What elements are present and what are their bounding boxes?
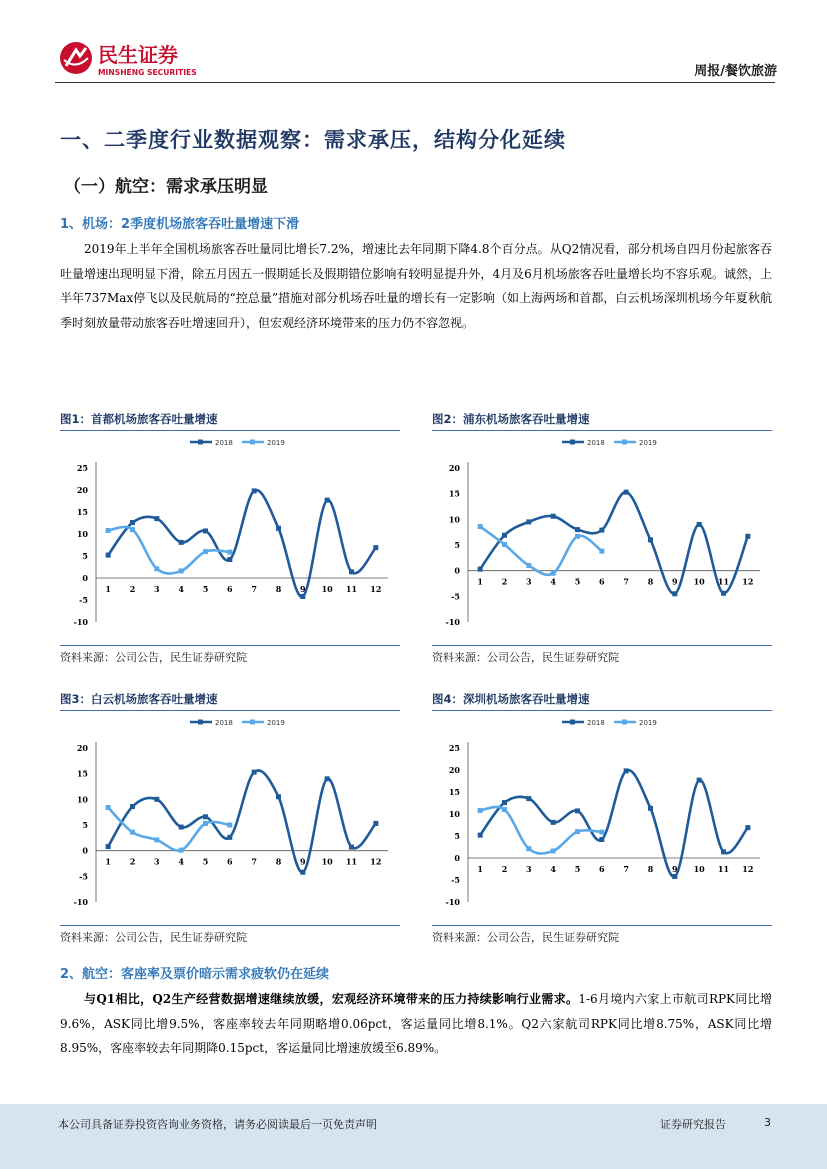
paragraph-airline-text: 1-6月境内六家上市航司RPK同比增9.6%，ASK同比增9.5%，客座率较去年同期略增0.06pct，客运量同比增8.1%。Q2六家航司RPK同比增8.75%，ASK同比增8.95%，客座率较去年同期降0.15pct，客运量同比增速放缓至6.89%。 [60,992,773,1055]
x-tick-label: 4 [550,864,556,874]
y-tick-label: -10 [445,897,460,907]
y-tick-label: 0 [82,573,88,583]
data-point-2019-5 [203,549,208,554]
legend-label-2018: 2018 [587,719,605,727]
data-point-2019-2 [130,527,135,532]
data-point-2018-3 [526,796,531,801]
x-tick-label: 7 [623,864,629,874]
x-tick-label: 12 [742,576,754,587]
y-tick-label: -5 [451,875,460,885]
data-point-2019-2 [502,542,507,547]
report-type: 周报/餐饮旅游 [694,64,777,79]
data-point-2018-4 [179,540,184,545]
data-point-2019-6 [227,823,232,828]
data-point-2018-2 [130,804,135,809]
fig1-rule [60,430,400,431]
heading-airline: 2、航空：客座率及票价暗示需求疲软仍在延续 [60,967,330,982]
y-tick-label: 0 [454,565,460,576]
logo-en: MINSHENG SECURITIES [98,68,197,77]
data-point-2018-8 [648,806,653,811]
data-point-2018-1 [478,833,483,838]
y-tick-label: 0 [454,853,460,863]
data-point-2018-9 [300,870,305,875]
x-tick-label: 3 [526,864,532,874]
data-point-2018-9 [672,874,677,879]
y-tick-label: 15 [76,507,88,517]
legend-label-2019: 2019 [639,439,657,447]
fig4-chart [432,712,772,932]
x-tick-label: 3 [526,576,532,587]
legend-label-2018: 2018 [215,719,233,727]
paragraph-airline [60,987,772,1061]
fig3-title: 图3：白云机场旅客吞吐量增速 [60,692,218,706]
series-line-2019 [480,807,602,854]
y-tick-label: 25 [76,463,88,473]
data-point-2018-11 [721,591,726,596]
header-divider [55,82,775,83]
x-tick-label: 10 [321,856,333,867]
x-tick-label: 6 [599,576,605,587]
legend-marker-2019 [622,440,627,445]
x-tick-label: 6 [227,584,233,594]
data-point-2018-11 [721,849,726,854]
fig3-bottom-rule [60,925,400,926]
data-point-2019-2 [502,807,507,812]
x-tick-label: 5 [574,576,581,587]
x-tick-label: 8 [647,576,654,587]
data-point-2018-9 [300,594,305,599]
x-tick-label: 10 [693,576,705,587]
y-tick-label: -5 [451,591,460,602]
data-point-2018-2 [130,520,135,525]
data-point-2018-3 [154,516,159,521]
data-point-2019-3 [526,846,531,851]
heading-airport: 1、机场：2季度机场旅客吞吐量增速下滑 [60,217,300,232]
y-tick-label: 10 [448,514,460,525]
paragraph-airport-text: 2019年上半年全国机场旅客吞吐量同比增长7.2%，增速比去年同期下降4.8个百分点。从Q2情况看，部分机场自四月份起旅客吞吐量增速出现明显下滑，除五月因五一假期延长及假期错位影响有较明显提升外，4月及6月机场旅客吞吐量增长均不容乐观。诚然，上半年737Max停飞以及民航局的“控总量”措施对部分机场吞吐量的增长有一定影响（如上海两场和首都，白云机场深圳机场今年夏秋航季时刻放量带动旅客吞吐增速回升），但宏观经济环境带来的压力仍不容忽视。 [60,242,772,330]
series-2018 [106,488,382,599]
x-tick-label: 1 [477,576,483,587]
page-footer [0,1104,827,1169]
x-tick-label: 11 [345,856,358,867]
data-point-2018-3 [526,519,531,524]
data-point-2019-5 [575,829,580,834]
legend-marker-2018 [570,720,575,725]
x-tick-label: 4 [178,584,184,594]
x-tick-label: 3 [154,584,160,594]
data-point-2019-1 [478,524,483,529]
x-tick-label: 4 [178,856,184,867]
data-point-2018-11 [349,569,354,574]
legend-marker-2019 [250,440,255,445]
fig1-source: 资料来源：公司公告，民生证券研究院 [60,651,247,664]
data-point-2018-8 [276,794,281,799]
y-tick-label: 15 [448,787,460,797]
fig4-title: 图4：深圳机场旅客吞吐量增速 [432,692,590,706]
x-tick-label: 8 [647,864,654,874]
data-point-2019-6 [599,549,604,554]
fig2-rule [432,430,772,431]
data-point-2018-1 [478,567,483,572]
x-tick-label: 9 [300,856,306,867]
series-line-2018 [480,492,748,594]
x-tick-label: 7 [623,576,629,587]
series-2018 [106,770,382,875]
legend-marker-2019 [622,720,627,725]
y-tick-label: -5 [79,871,88,882]
data-point-2018-1 [106,844,111,849]
chart-legend [562,719,657,727]
y-tick-label: 15 [76,768,88,779]
data-point-2018-6 [599,837,604,842]
fig2-source: 资料来源：公司公告，民生证券研究院 [432,651,619,664]
data-point-2018-5 [203,814,208,819]
x-tick-label: 10 [321,584,333,594]
section-title: 一、二季度行业数据观察：需求承压，结构分化延续 [60,128,566,152]
y-tick-label: 5 [82,820,88,830]
data-point-2018-6 [599,528,604,533]
data-point-2018-10 [697,778,702,783]
legend-marker-2018 [198,720,203,725]
y-tick-label: 20 [448,463,460,473]
x-axis [105,584,381,594]
data-point-2018-5 [203,528,208,533]
y-tick-label: 20 [76,743,88,753]
data-point-2019-5 [575,534,580,539]
data-point-2018-9 [672,591,677,596]
data-point-2019-3 [154,837,159,842]
footer-disclaimer: 本公司具备证券投资咨询业务资格，请务必阅读最后一页免责声明 [58,1118,377,1131]
legend-marker-2018 [570,440,575,445]
x-tick-label: 11 [717,576,730,587]
series-2019 [478,807,605,854]
y-tick-label: 10 [448,809,460,819]
series-line-2018 [480,770,748,877]
paragraph-airline-bold: 与Q1相比，Q2生产经营数据增速继续放缓，宏观经济环境带来的压力持续影响行业需求。 [84,992,579,1006]
fig2-bottom-rule [432,645,772,646]
x-tick-label: 9 [300,584,306,594]
data-point-2018-1 [106,553,111,558]
data-point-2019-3 [526,563,531,568]
data-point-2019-6 [227,550,232,555]
y-axis [74,743,89,907]
x-tick-label: 12 [370,584,382,594]
data-point-2018-2 [502,533,507,538]
subsection-title: （一）航空：需求承压明显 [64,177,268,197]
data-point-2019-4 [551,571,556,576]
data-point-2018-3 [154,797,159,802]
legend-marker-2019 [250,720,255,725]
series-2018 [478,490,754,597]
x-tick-label: 9 [672,864,678,874]
data-point-2019-1 [478,808,483,813]
data-point-2019-4 [179,568,184,573]
x-tick-label: 12 [742,864,754,874]
fig4-source: 资料来源：公司公告，民生证券研究院 [432,931,619,944]
data-point-2019-4 [179,848,184,853]
chart-legend [562,439,657,447]
data-point-2018-12 [373,821,378,826]
legend-label-2018: 2018 [587,439,605,447]
data-point-2018-7 [252,488,257,493]
y-tick-label: 5 [454,831,460,841]
data-point-2019-1 [106,528,111,533]
y-tick-label: 25 [448,743,460,753]
series-2018 [478,768,754,879]
data-point-2018-12 [745,534,750,539]
chart-legend [190,439,285,447]
data-point-2019-5 [203,821,208,826]
page-number: 3 [764,1116,771,1129]
paragraph-airport [60,237,772,335]
x-tick-label: 8 [275,856,282,867]
x-tick-label: 5 [574,864,581,874]
y-axis [446,743,461,907]
fig2-chart [432,432,772,652]
x-tick-label: 2 [501,864,508,874]
data-point-2019-6 [599,830,604,835]
x-tick-label: 11 [345,584,358,594]
x-tick-label: 7 [251,856,257,867]
x-tick-label: 1 [105,856,111,867]
data-point-2018-10 [325,498,330,503]
y-tick-label: 5 [82,551,88,561]
x-tick-label: 2 [129,856,136,867]
data-point-2018-7 [624,490,629,495]
chart-legend [190,719,285,727]
x-tick-label: 9 [672,576,678,587]
legend-marker-2018 [198,440,203,445]
data-point-2018-7 [624,768,629,773]
series-line-2018 [108,770,376,872]
data-point-2018-2 [502,800,507,805]
fig4-rule [432,710,772,711]
series-line-2018 [108,490,376,597]
y-tick-label: 10 [76,529,88,539]
fig1-title: 图1：首都机场旅客吞吐量增速 [60,412,218,426]
x-axis [105,857,381,867]
data-point-2018-10 [697,522,702,527]
footer-report-label: 证券研究报告 [660,1118,726,1131]
x-tick-label: 8 [275,584,282,594]
fig1-chart [60,432,400,652]
logo-cn: 民生证券 [98,43,178,67]
series-2019 [106,527,233,574]
legend-label-2018: 2018 [215,439,233,447]
fig3-rule [60,710,400,711]
data-point-2019-1 [106,805,111,810]
x-axis [477,577,753,587]
data-point-2019-4 [551,848,556,853]
data-point-2019-3 [154,566,159,571]
y-tick-label: 20 [76,485,88,495]
y-tick-label: 0 [82,845,88,856]
y-tick-label: -10 [73,617,88,627]
fig4-bottom-rule [432,925,772,926]
fig1-bottom-rule [60,645,400,646]
data-point-2018-5 [575,808,580,813]
x-tick-label: 6 [227,856,233,867]
y-tick-label: -10 [73,897,88,907]
data-point-2018-4 [551,820,556,825]
data-point-2018-8 [648,537,653,542]
x-tick-label: 1 [105,584,111,594]
data-point-2019-2 [130,830,135,835]
data-point-2018-5 [575,527,580,532]
x-tick-label: 5 [202,584,209,594]
data-point-2018-6 [227,835,232,840]
data-point-2018-12 [745,825,750,830]
series-line-2019 [480,527,602,575]
series-line-2019 [108,527,230,574]
y-tick-label: 20 [448,765,460,775]
data-point-2018-4 [551,514,556,519]
x-tick-label: 7 [251,584,257,594]
x-tick-label: 10 [693,864,705,874]
data-point-2018-7 [252,770,257,775]
data-point-2018-12 [373,545,378,550]
y-tick-label: -10 [445,617,460,627]
x-tick-label: 3 [154,856,160,867]
y-axis [446,463,461,627]
x-tick-label: 4 [550,576,556,587]
x-tick-label: 5 [202,856,209,867]
data-point-2018-11 [349,845,354,850]
y-axis [74,463,89,627]
legend-label-2019: 2019 [267,439,285,447]
data-point-2018-8 [276,526,281,531]
x-axis [477,864,753,874]
legend-label-2019: 2019 [267,719,285,727]
x-tick-label: 12 [370,856,382,867]
data-point-2018-4 [179,825,184,830]
fig3-source: 资料来源：公司公告，民生证券研究院 [60,931,247,944]
fig3-chart [60,712,400,932]
data-point-2018-10 [325,776,330,781]
x-tick-label: 2 [129,584,136,594]
y-tick-label: 10 [76,794,88,805]
y-tick-label: -5 [79,595,88,605]
company-logo [58,40,208,78]
fig2-title: 图2：浦东机场旅客吞吐量增速 [432,412,590,426]
x-tick-label: 11 [717,864,730,874]
y-tick-label: 5 [454,540,460,550]
x-tick-label: 1 [477,864,483,874]
data-point-2018-6 [227,557,232,562]
x-tick-label: 6 [599,864,605,874]
y-tick-label: 15 [448,488,460,499]
legend-label-2019: 2019 [639,719,657,727]
x-tick-label: 2 [501,576,508,587]
